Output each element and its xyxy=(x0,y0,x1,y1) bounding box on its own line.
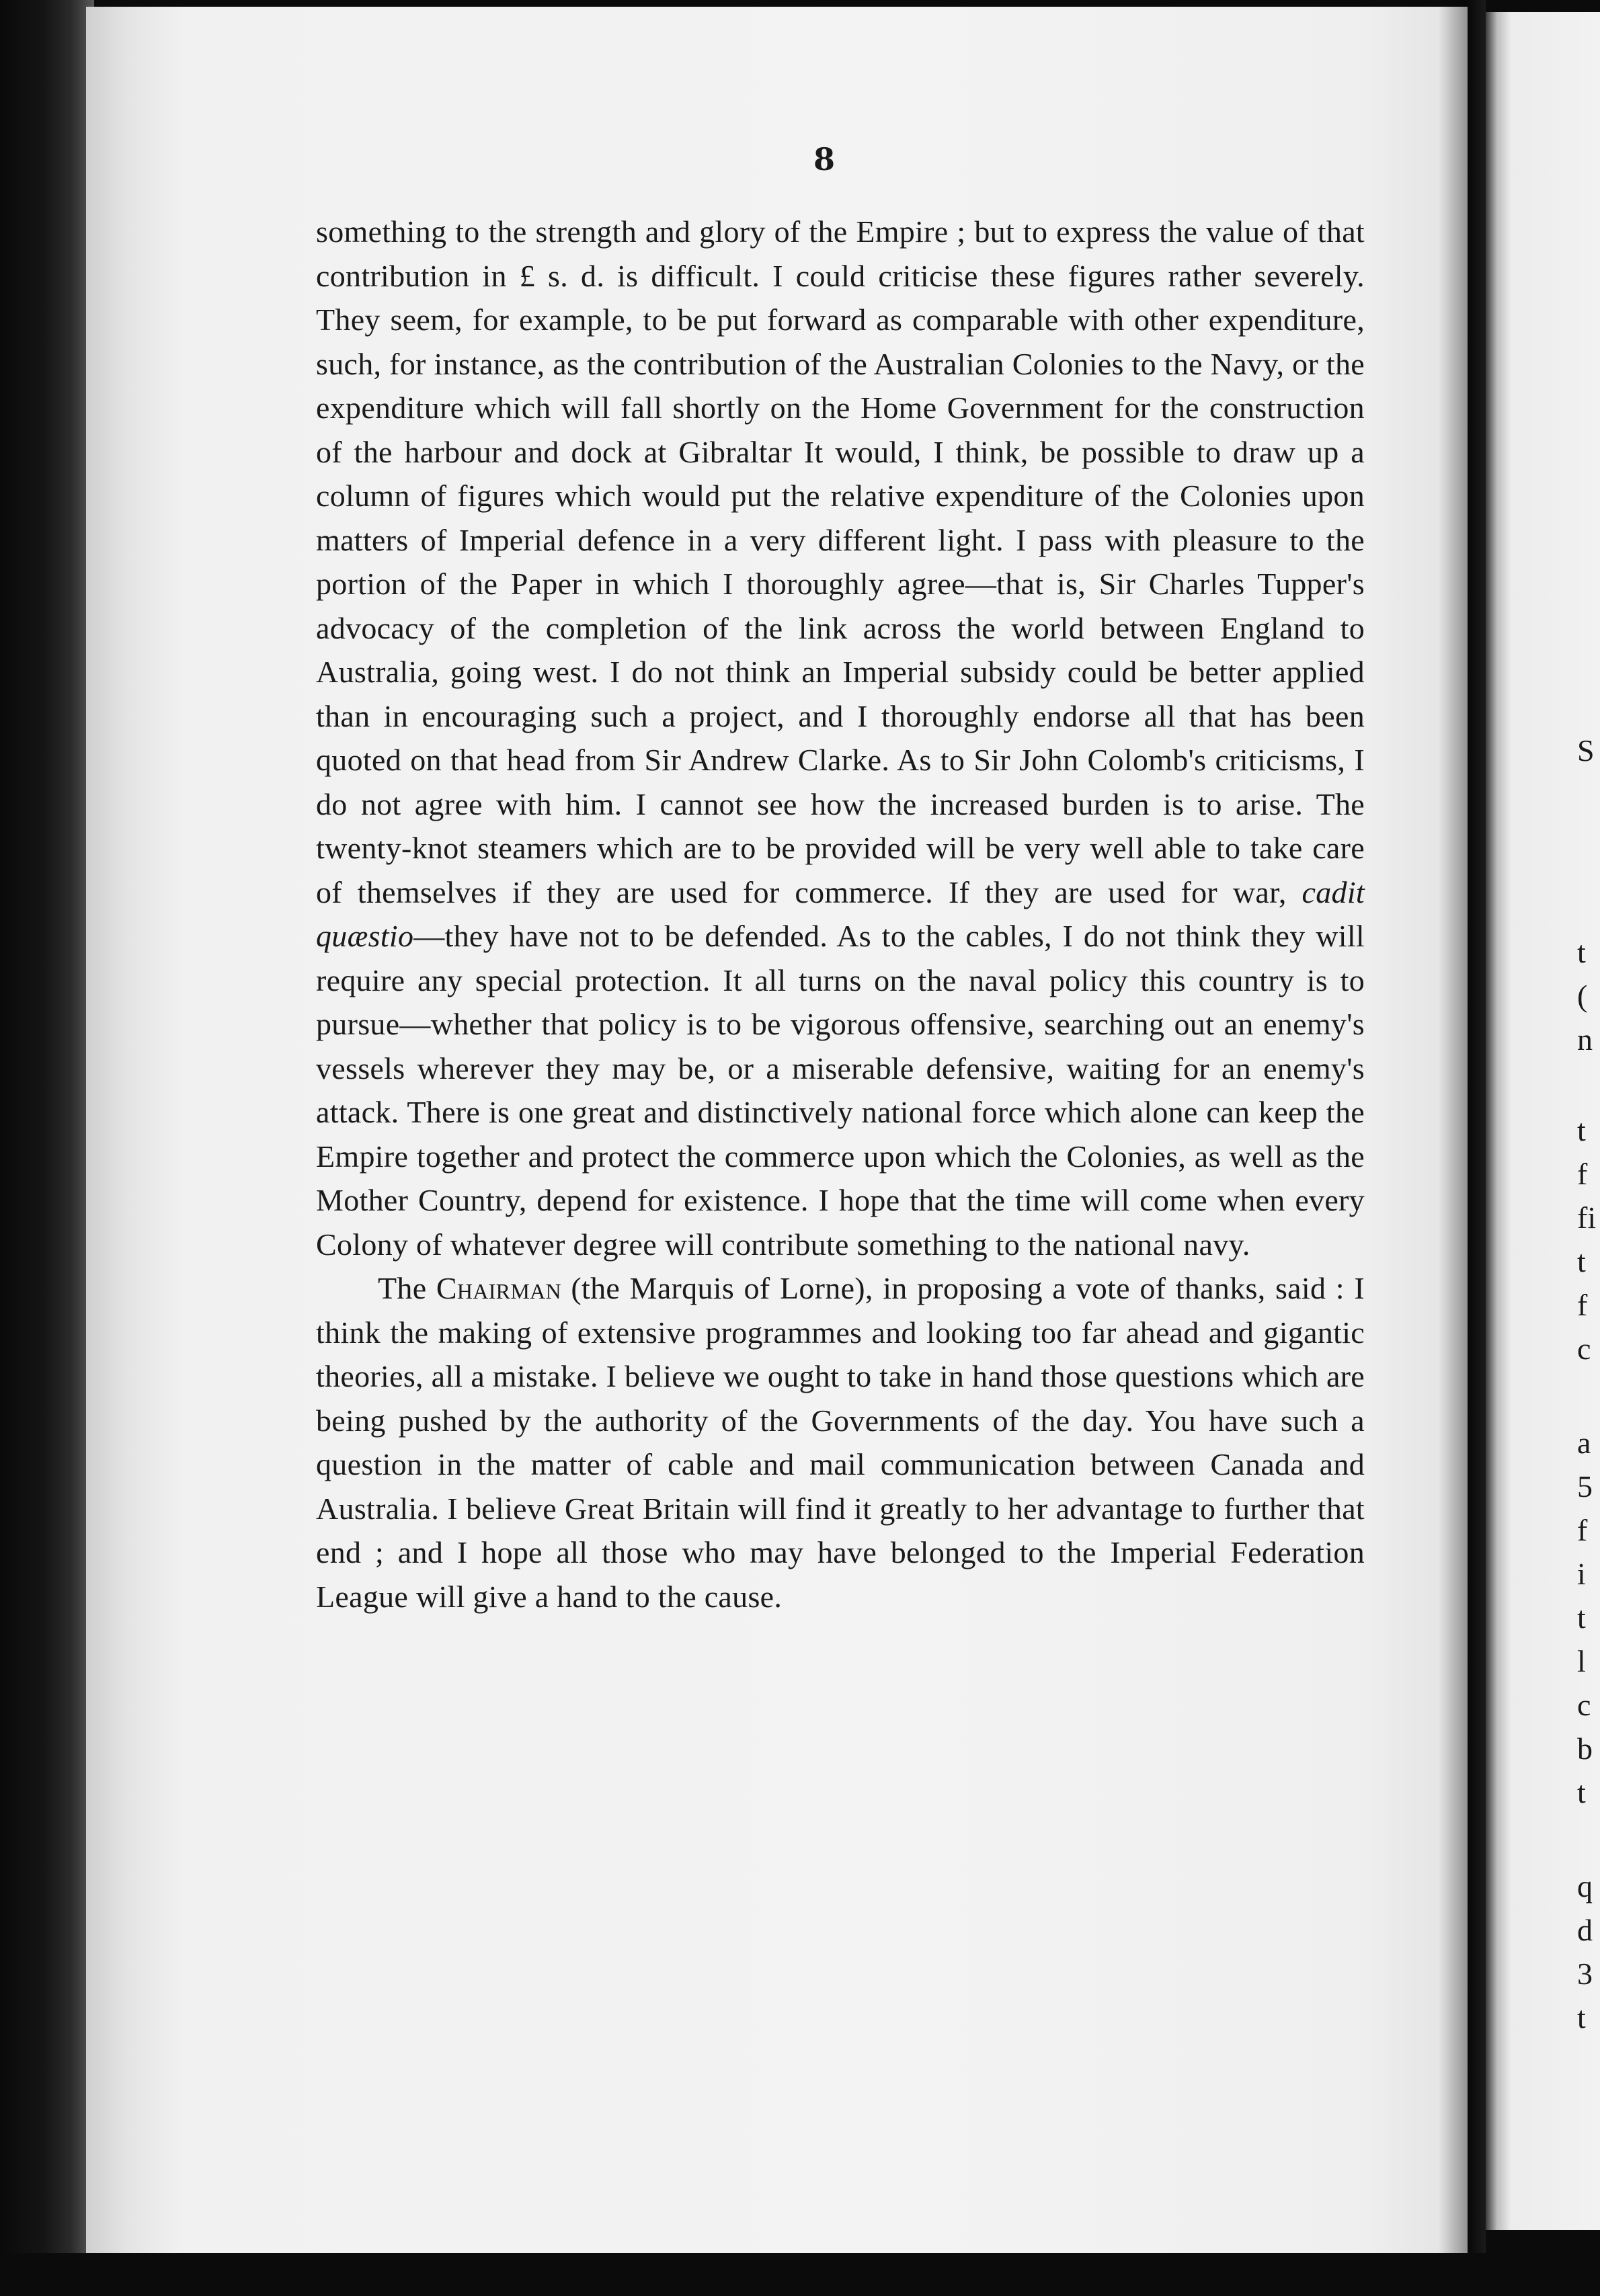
paragraph-1 xyxy=(316,210,1365,1266)
fragment: d xyxy=(1577,1913,1593,1947)
fragment: b xyxy=(1577,1731,1593,1766)
fragment: 5 xyxy=(1577,1469,1593,1504)
scan-bottom-edge xyxy=(0,2253,1600,2296)
speaker-name: Chairman xyxy=(436,1271,561,1305)
adjacent-page-text-fragments xyxy=(1577,0,1600,2296)
fragment: c xyxy=(1577,1331,1591,1366)
fragment: l xyxy=(1577,1644,1586,1678)
fragment: ( xyxy=(1577,979,1588,1013)
fragment: t xyxy=(1577,935,1586,969)
paragraph-1-continuation: —they have not to be defended. As to the cables, I do not think they will require any special protection. It all turns on the naval policy this country is to pursue—whether that policy is to be vigorous offensive, searching out an enemy's vessels wherever they may be, or a miserable defensive, waiting for an enemy's attack. There is one great and distinctively national force which alone can keep the Empire together and protect the commerce upon which the Colonies, as well as the Mother Country, depend for existence. I hope that the time will come when every Colony of whatever degree will contribute something to the national navy. xyxy=(316,919,1365,1262)
fragment: a xyxy=(1577,1426,1591,1460)
fragment: i xyxy=(1577,1557,1586,1591)
fragment: 3 xyxy=(1577,1957,1593,1991)
paragraph-2-text: (the Marquis of Lorne), in proposing a vote of thanks, said : I think the making of extensive programmes and looking too far ahead and gigantic theories, all a mistake. I believe we ought to take in hand those questions which are being pushed by the authority of the Governments of the day. You have such a question in the matter of cable and mail communication between Canada and Australia. I believe Great Britain will find it greatly to her advantage to further that end ; and I hope all those who may have belonged to the Imperial Federation League will give a hand to the cause. xyxy=(316,1271,1365,1614)
page-number: 8 xyxy=(813,141,836,177)
gutter-shadow xyxy=(1439,0,1486,2258)
fragment: c xyxy=(1577,1688,1591,1722)
latin-phrase: cadit quæstio xyxy=(316,874,1365,953)
fragment: t xyxy=(1577,1775,1586,1809)
fragment: q xyxy=(1577,1869,1593,1903)
fragment: f xyxy=(1577,1288,1588,1322)
paragraph-2-lead: The xyxy=(378,1271,427,1305)
fragment: S xyxy=(1577,733,1595,768)
paragraph-2 xyxy=(316,1266,1365,1618)
fragment: f xyxy=(1577,1157,1588,1191)
book-binding-edge xyxy=(0,0,94,2296)
fragment: fi xyxy=(1577,1200,1597,1235)
fragment: t xyxy=(1577,2000,1586,2035)
fragment: n xyxy=(1577,1022,1593,1057)
fragment: t xyxy=(1577,1113,1586,1147)
paragraph-1-text: something to the strength and glory of the Empire ; but to express the value of that contribution in £ s. d. is difficult. I could criticise these figures rather severely. They seem, for example, to be put forward as comparable with other expenditure, such, for instance, as the contribution of the Australian Colonies to the Navy, or the expenditure which will fall shortly on the Home Government for the construction of the harbour and dock at Gibraltar It would, I think, be possible to draw up a column of figures which would put the relative expenditure of the Colonies upon matters of Imperial defence in a very different light. I pass with pleasure to the portion of the Paper in which I thoroughly agree—that is, Sir Charles Tupper's advocacy of the completion of the link across the world between England to Australia, going west. I do not think an Imperial subsidy could be better applied than in encouraging such a project, and I thoroughly endorse all that has been quoted on that head from Sir Andrew Clarke. As to Sir John Colomb's criticisms, I do not agree with him. I cannot see how the increased burden is to arise. The twenty-knot steamers which are to be provided will be very well able to take care of themselves if they are used for commerce. If they are used for war, xyxy=(316,214,1365,909)
body-text xyxy=(316,210,1365,1618)
fragment: f xyxy=(1577,1513,1588,1547)
fragment: t xyxy=(1577,1600,1586,1635)
fragment: t xyxy=(1577,1244,1586,1278)
